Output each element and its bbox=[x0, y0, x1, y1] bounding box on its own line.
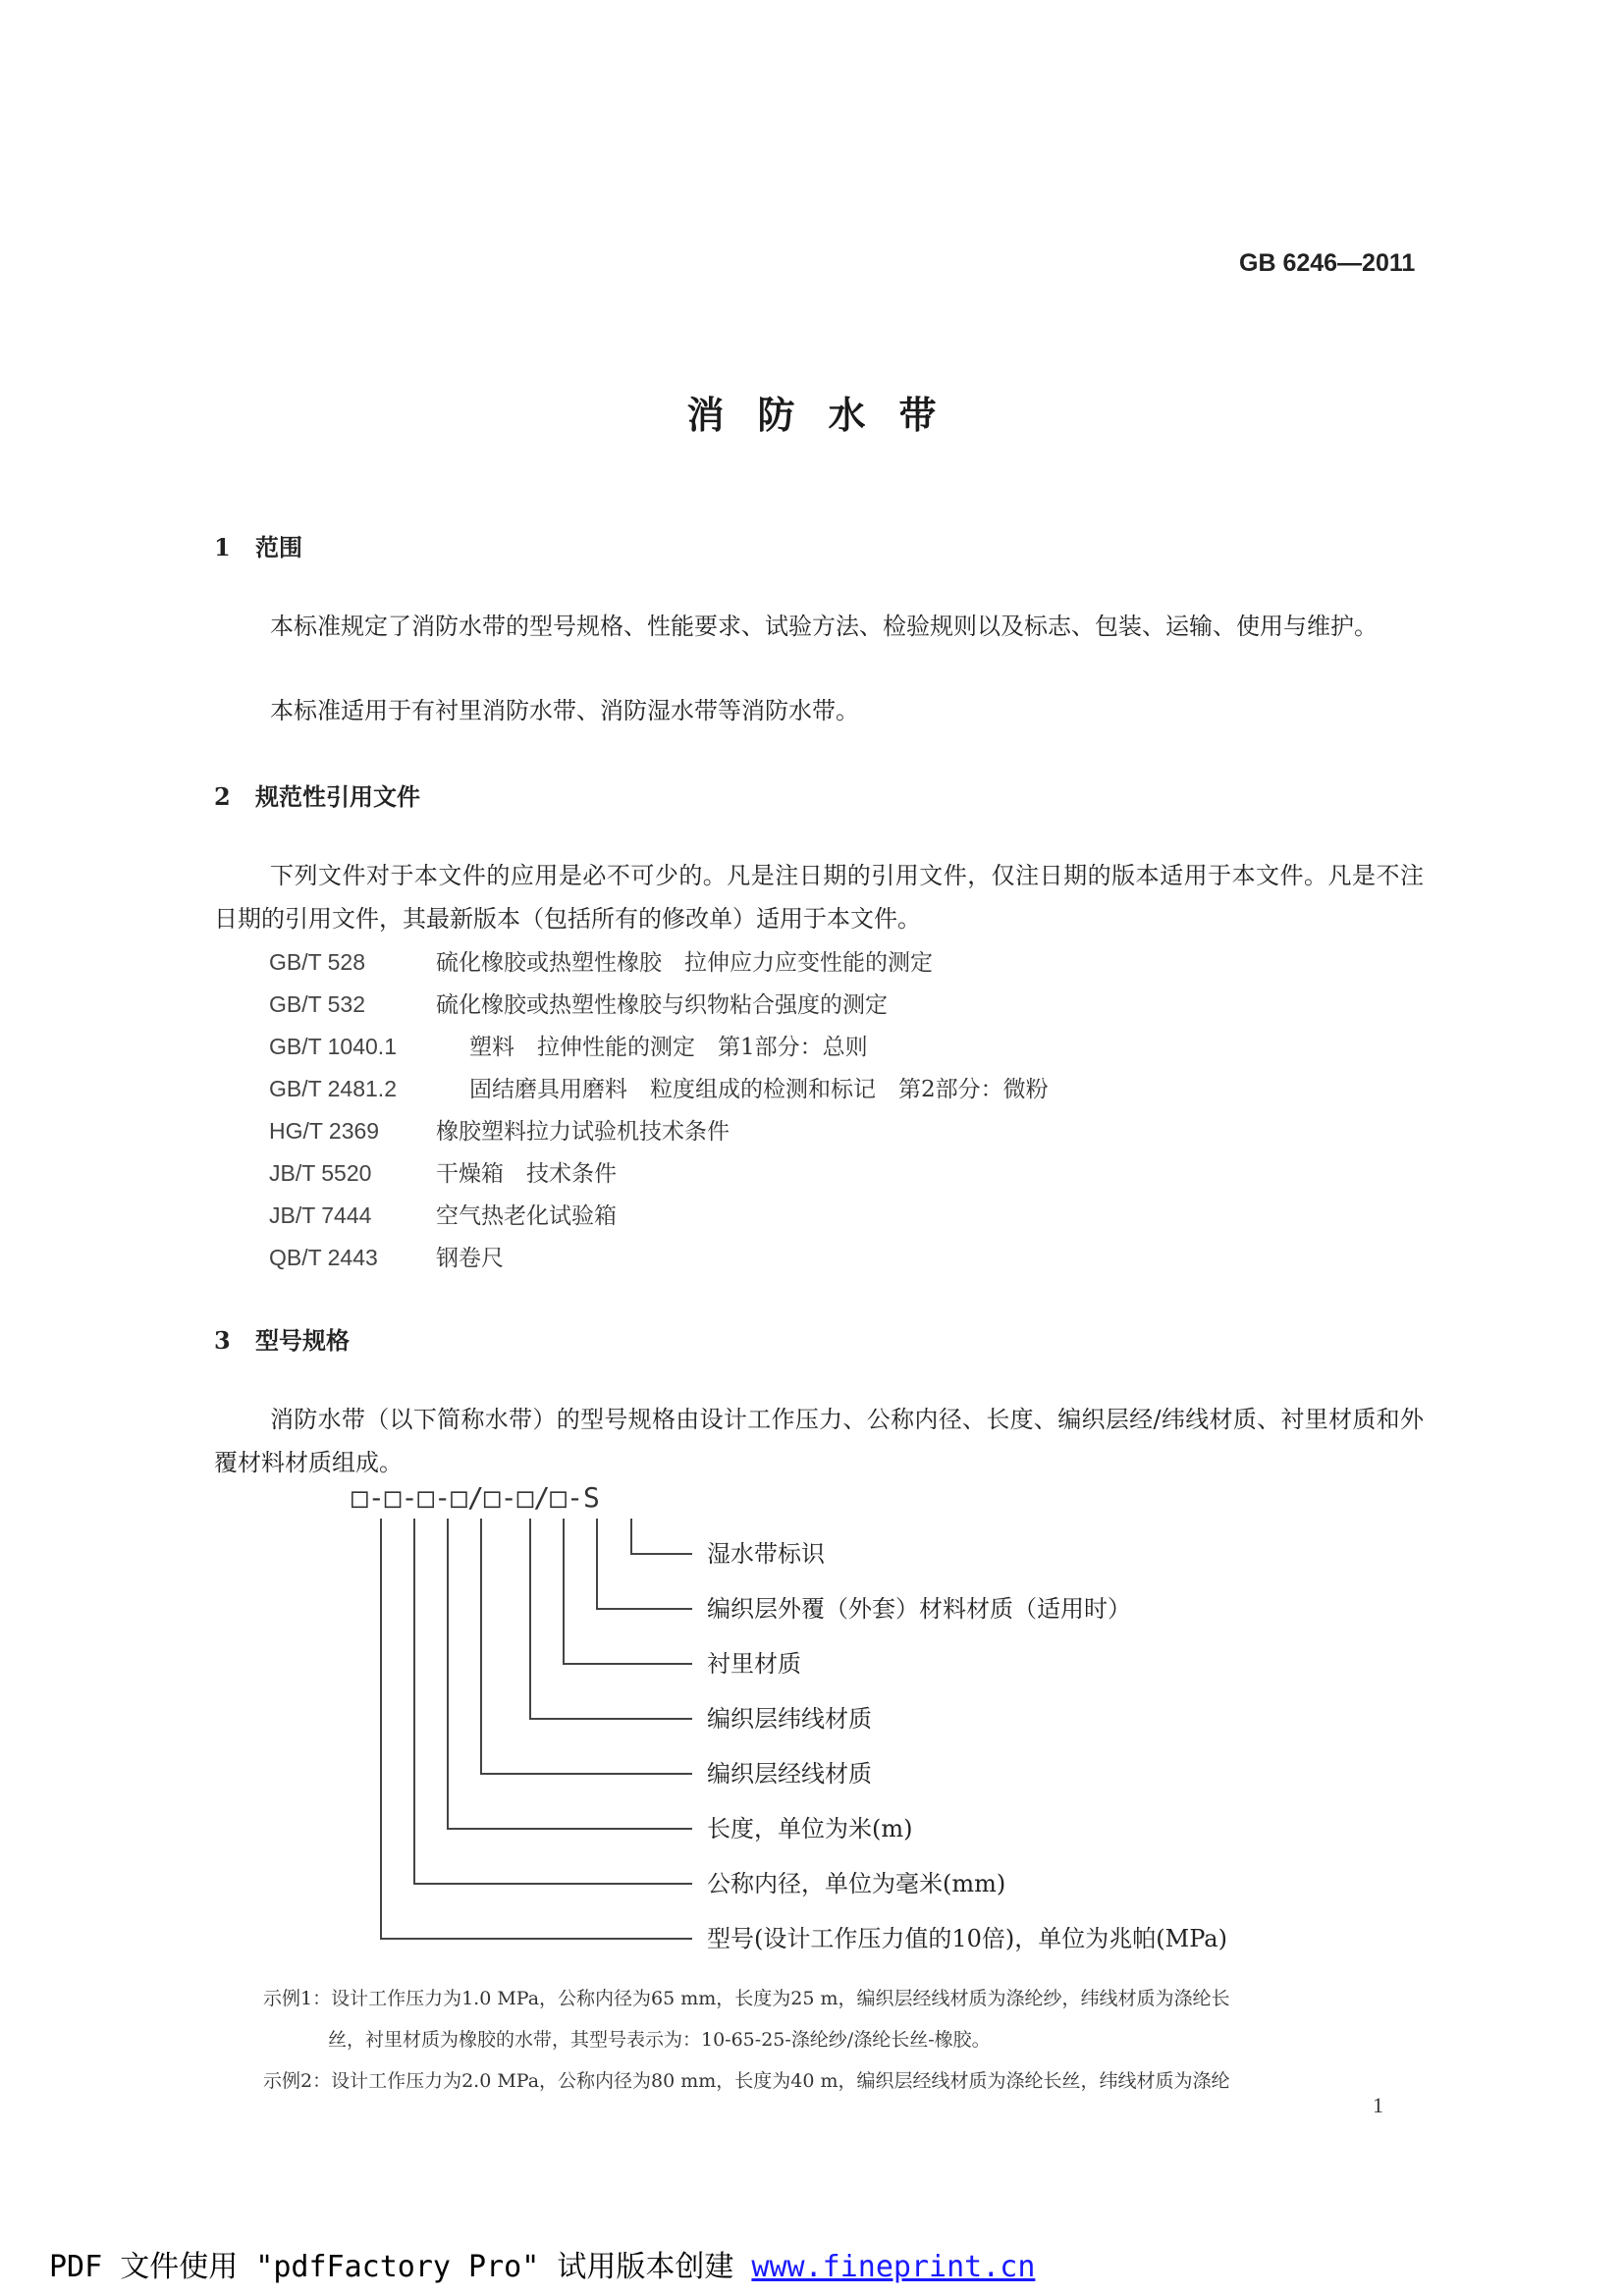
reference-code: JB/T 7444 bbox=[269, 1202, 372, 1228]
reference-title: 橡胶塑料拉力试验机技术条件 bbox=[436, 1119, 730, 1145]
label-warp-material: 编织层经线材质 bbox=[707, 1760, 872, 1788]
section-number: 2 bbox=[214, 782, 231, 811]
label-model-pressure: 型号(设计工作压力值的10倍)，单位为兆帕(MPa) bbox=[707, 1925, 1227, 1952]
reference-item bbox=[269, 1198, 617, 1230]
leader-line bbox=[597, 1519, 692, 1609]
reference-code: GB/T 1040.1 bbox=[269, 1034, 397, 1059]
model-intro: 消防水带（以下简称水带）的型号规格由设计工作压力、公称内径、长度、编织层经/纬线材质、衬里材质和外覆材料材质组成。 bbox=[214, 1406, 1424, 1476]
reference-code: QB/T 2443 bbox=[269, 1245, 378, 1270]
leader-line bbox=[530, 1519, 692, 1719]
section-1-heading bbox=[214, 528, 302, 562]
section-3-heading bbox=[214, 1321, 350, 1356]
leader-line bbox=[381, 1519, 692, 1939]
reference-item bbox=[269, 1071, 1049, 1103]
section-title: 型号规格 bbox=[255, 1326, 350, 1355]
reference-title: 硫化橡胶或热塑性橡胶与织物粘合强度的测定 bbox=[436, 992, 888, 1018]
scope-paragraph-1: 本标准规定了消防水带的型号规格、性能要求、试验方法、检验规则以及标志、包装、运输、使用与维护。 bbox=[270, 613, 1378, 640]
page-number: 1 bbox=[1373, 2093, 1383, 2117]
label-wet-hose-mark: 湿水带标识 bbox=[707, 1540, 825, 1568]
reference-title: 空气热老化试验箱 bbox=[436, 1203, 617, 1229]
footer-text: PDF 文件使用 "pdfFactory Pro" 试用版本创建 bbox=[49, 2250, 752, 2284]
footer-link[interactable]: www.fineprint.cn bbox=[751, 2250, 1036, 2284]
reference-code: HG/T 2369 bbox=[269, 1118, 380, 1144]
reference-item bbox=[269, 1240, 504, 1272]
reference-title: 硫化橡胶或热塑性橡胶 拉伸应力应变性能的测定 bbox=[436, 950, 933, 976]
example-1-line-2: 丝，衬里材质为橡胶的水带，其型号表示为：10-65-25-涤纶纱/涤纶长丝-橡胶。 bbox=[328, 2029, 991, 2051]
reference-title: 固结磨具用磨料 粒度组成的检测和标记 第2部分：微粉 bbox=[469, 1077, 1049, 1102]
leader-line bbox=[564, 1519, 692, 1664]
reference-item bbox=[269, 1029, 868, 1061]
model-code-diagram bbox=[344, 1477, 1325, 1972]
section-title: 范围 bbox=[255, 533, 302, 561]
leader-lines bbox=[381, 1519, 692, 1939]
leader-line bbox=[631, 1519, 692, 1554]
reference-item bbox=[269, 1155, 617, 1188]
label-length: 长度，单位为米(m) bbox=[707, 1815, 913, 1842]
reference-item bbox=[269, 987, 888, 1019]
pdf-footer bbox=[49, 2242, 1035, 2285]
reference-title: 塑料 拉伸性能的测定 第1部分：总则 bbox=[469, 1035, 868, 1060]
reference-code: JB/T 5520 bbox=[269, 1160, 372, 1186]
leader-line bbox=[448, 1519, 692, 1829]
label-weft-material: 编织层纬线材质 bbox=[707, 1705, 872, 1733]
label-lining-material: 衬里材质 bbox=[707, 1650, 801, 1678]
reference-item bbox=[269, 944, 933, 977]
reference-code: GB/T 532 bbox=[269, 991, 366, 1017]
references-intro: 下列文件对于本文件的应用是必不可少的。凡是注日期的引用文件，仅注日期的版本适用于本文件。凡是不注日期的引用文件，其最新版本（包括所有的修改单）适用于本文件。 bbox=[214, 862, 1424, 933]
label-outer-cover-material: 编织层外覆（外套）材料材质（适用时） bbox=[707, 1595, 1131, 1623]
document-title: 消防水带 bbox=[686, 393, 970, 437]
standard-number: GB 6246—2011 bbox=[1239, 249, 1416, 277]
section-title: 规范性引用文件 bbox=[255, 782, 420, 811]
reference-code: GB/T 2481.2 bbox=[269, 1076, 397, 1101]
scope-paragraph-2: 本标准适用于有衬里消防水带、消防湿水带等消防水带。 bbox=[270, 697, 859, 724]
reference-title: 钢卷尺 bbox=[436, 1246, 504, 1271]
reference-code: GB/T 528 bbox=[269, 949, 366, 975]
model-code-pattern: □-□-□-□/□-□/□-S bbox=[352, 1481, 600, 1514]
leader-line bbox=[481, 1519, 692, 1774]
model-code-diagram-svg bbox=[344, 1477, 1325, 1968]
section-2-heading bbox=[214, 777, 420, 812]
label-nominal-diameter: 公称内径，单位为毫米(mm) bbox=[707, 1870, 1006, 1897]
example-2-line-1: 示例2：设计工作压力为2.0 MPa，公称内径为80 mm，长度为40 m，编织层经线材质为涤纶长丝，纬线材质为涤纶 bbox=[263, 2070, 1230, 2092]
reference-item bbox=[269, 1113, 730, 1146]
section-number: 3 bbox=[214, 1326, 231, 1355]
reference-title: 干燥箱 技术条件 bbox=[436, 1161, 617, 1187]
section-number: 1 bbox=[214, 533, 231, 561]
example-1-line-1: 示例1：设计工作压力为1.0 MPa，公称内径为65 mm，长度为25 m，编织层经线材质为涤纶纱，纬线材质为涤纶长 bbox=[263, 1988, 1230, 2009]
